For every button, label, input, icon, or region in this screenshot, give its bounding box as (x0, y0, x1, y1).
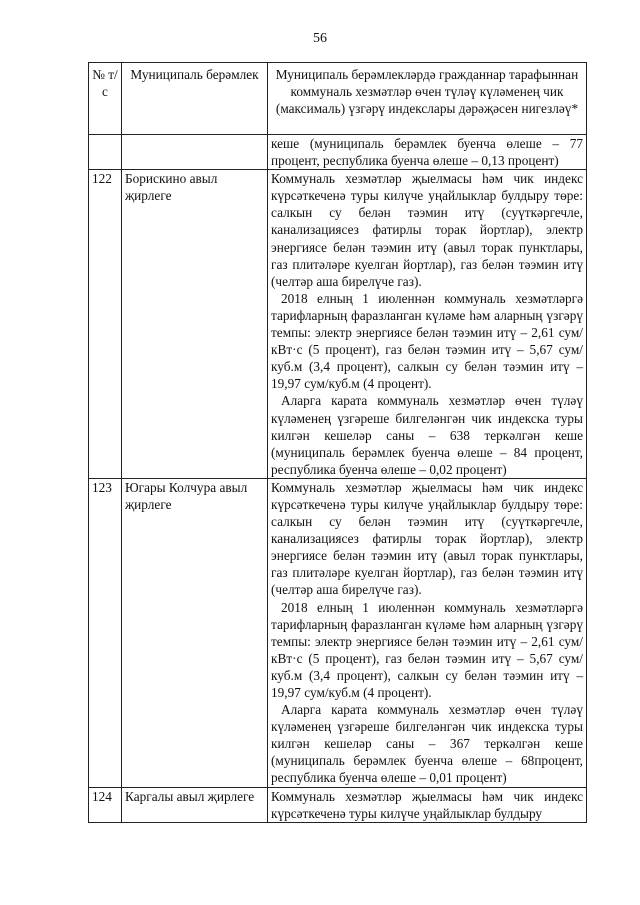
table-header-row (89, 63, 587, 135)
row-description (268, 478, 587, 787)
row-number (89, 135, 122, 170)
page-number: 56 (313, 31, 327, 46)
row-description (268, 170, 587, 479)
description-paragraph: Коммуналь хезмәтләр җыелмасы һәм чик индекс күрсәткеченә туры килүче уңайлыклар булдыру (271, 788, 583, 821)
header-municipality: Муниципаль берәмлек (122, 63, 268, 135)
row-number: 123 (89, 478, 122, 787)
description-paragraph: Коммуналь хезмәтләр җыелмасы һәм чик индекс күрсәткеченә туры килүче уңайлыклар булдыру төре: салкын су белән тәэмин итү (суүткәргечле, канализациясез фатирлы торак йортлар), электр энергиясе белән тәэмин итү (авыл торак пунктлары, газ плитәләре куелган йортлар), газ белән тәэмин итү (челтәр аша бирелүче газ). (271, 479, 583, 598)
table-row-122 (89, 170, 587, 479)
description-paragraph: 2018 елның 1 июленнән коммуналь хезмәтләргә тарифларның фаразланган күләме һәм аларның үзгәрү темпы: электр энергиясе белән тәэмин итү – 2,61 сум/кВт·с (5 процент), газ белән тәэмин итү – 5,67 сум/куб.м (3,4 процент), салкын су белән тәэмин итү – 19,97 сум/куб.м (4 процент). (271, 290, 583, 392)
utility-index-table (88, 62, 587, 823)
description-paragraph: Аларга карата коммуналь хезмәтләр өчен түләү күләменең үзгәреше билгеләнгән чик индекска туры килгән кешеләр саны – 638 теркәлгән кеше (муниципаль берәмлек буенча өлеше – 84 процент, республика буенча өлеше – 0,02 процент) (271, 393, 583, 477)
table-row-124 (89, 787, 587, 822)
row-description (268, 135, 587, 170)
description-paragraph: Коммуналь хезмәтләр җыелмасы һәм чик индекс күрсәткеченә туры килүче уңайлыклар булдыру төре: салкын су белән тәэмин итү (суүткәргечле, канализациясез фатирлы торак йортлар), электр энергиясе белән тәэмин итү (авыл торак пунктлары, газ плитәләре куелган йортлар), газ белән тәэмин итү (челтәр аша бирелүче газ). (271, 171, 583, 289)
description-paragraph: 2018 елның 1 июленнән коммуналь хезмәтләргә тарифларның фаразланган күләме һәм аларның үзгәрү темпы: электр энергиясе белән тәэмин итү – 2,61 сум/кВт·с (5 процент), газ белән тәэмин итү – 5,67 сум/куб.м (3,4 процент), салкын су белән тәэмин итү – 19,97 сум/куб.м (4 процент). (271, 599, 583, 700)
header-description-text: Муниципаль берәмлекләрдә гражданнар тарафыннан коммуналь хезмәтләр өчен түләү күләменең чик (максималь) үзгәрү индекслары дәрәҗәсен нигезләү* (275, 67, 579, 117)
header-number: № т/с (89, 63, 122, 135)
table-row-123 (89, 478, 587, 787)
row-description (268, 787, 587, 822)
row-municipality: Борискино авыл җирлеге (122, 170, 268, 479)
header-description (268, 63, 587, 135)
row-municipality: Каргалы авыл җирлеге (122, 787, 268, 822)
description-paragraph: Аларга карата коммуналь хезмәтләр өчен түләү күләменең үзгәреше билгеләнгән чик индекска туры килгән кешеләр саны – 367 теркәлгән кеше (муниципаль берәмлек буенча өлеше – 68процент, республика буенча өлеше – 0,01 процент) (271, 702, 583, 786)
row-municipality: Югары Колчура авыл җирлеге (122, 478, 268, 787)
row-number: 124 (89, 787, 122, 822)
description-paragraph: кеше (муниципаль берәмлек буенча өлеше – 77 процент, республика буенча өлеше – 0,13 процент) (271, 136, 583, 169)
row-municipality (122, 135, 268, 170)
table-row-continued (89, 135, 587, 170)
row-number: 122 (89, 170, 122, 479)
